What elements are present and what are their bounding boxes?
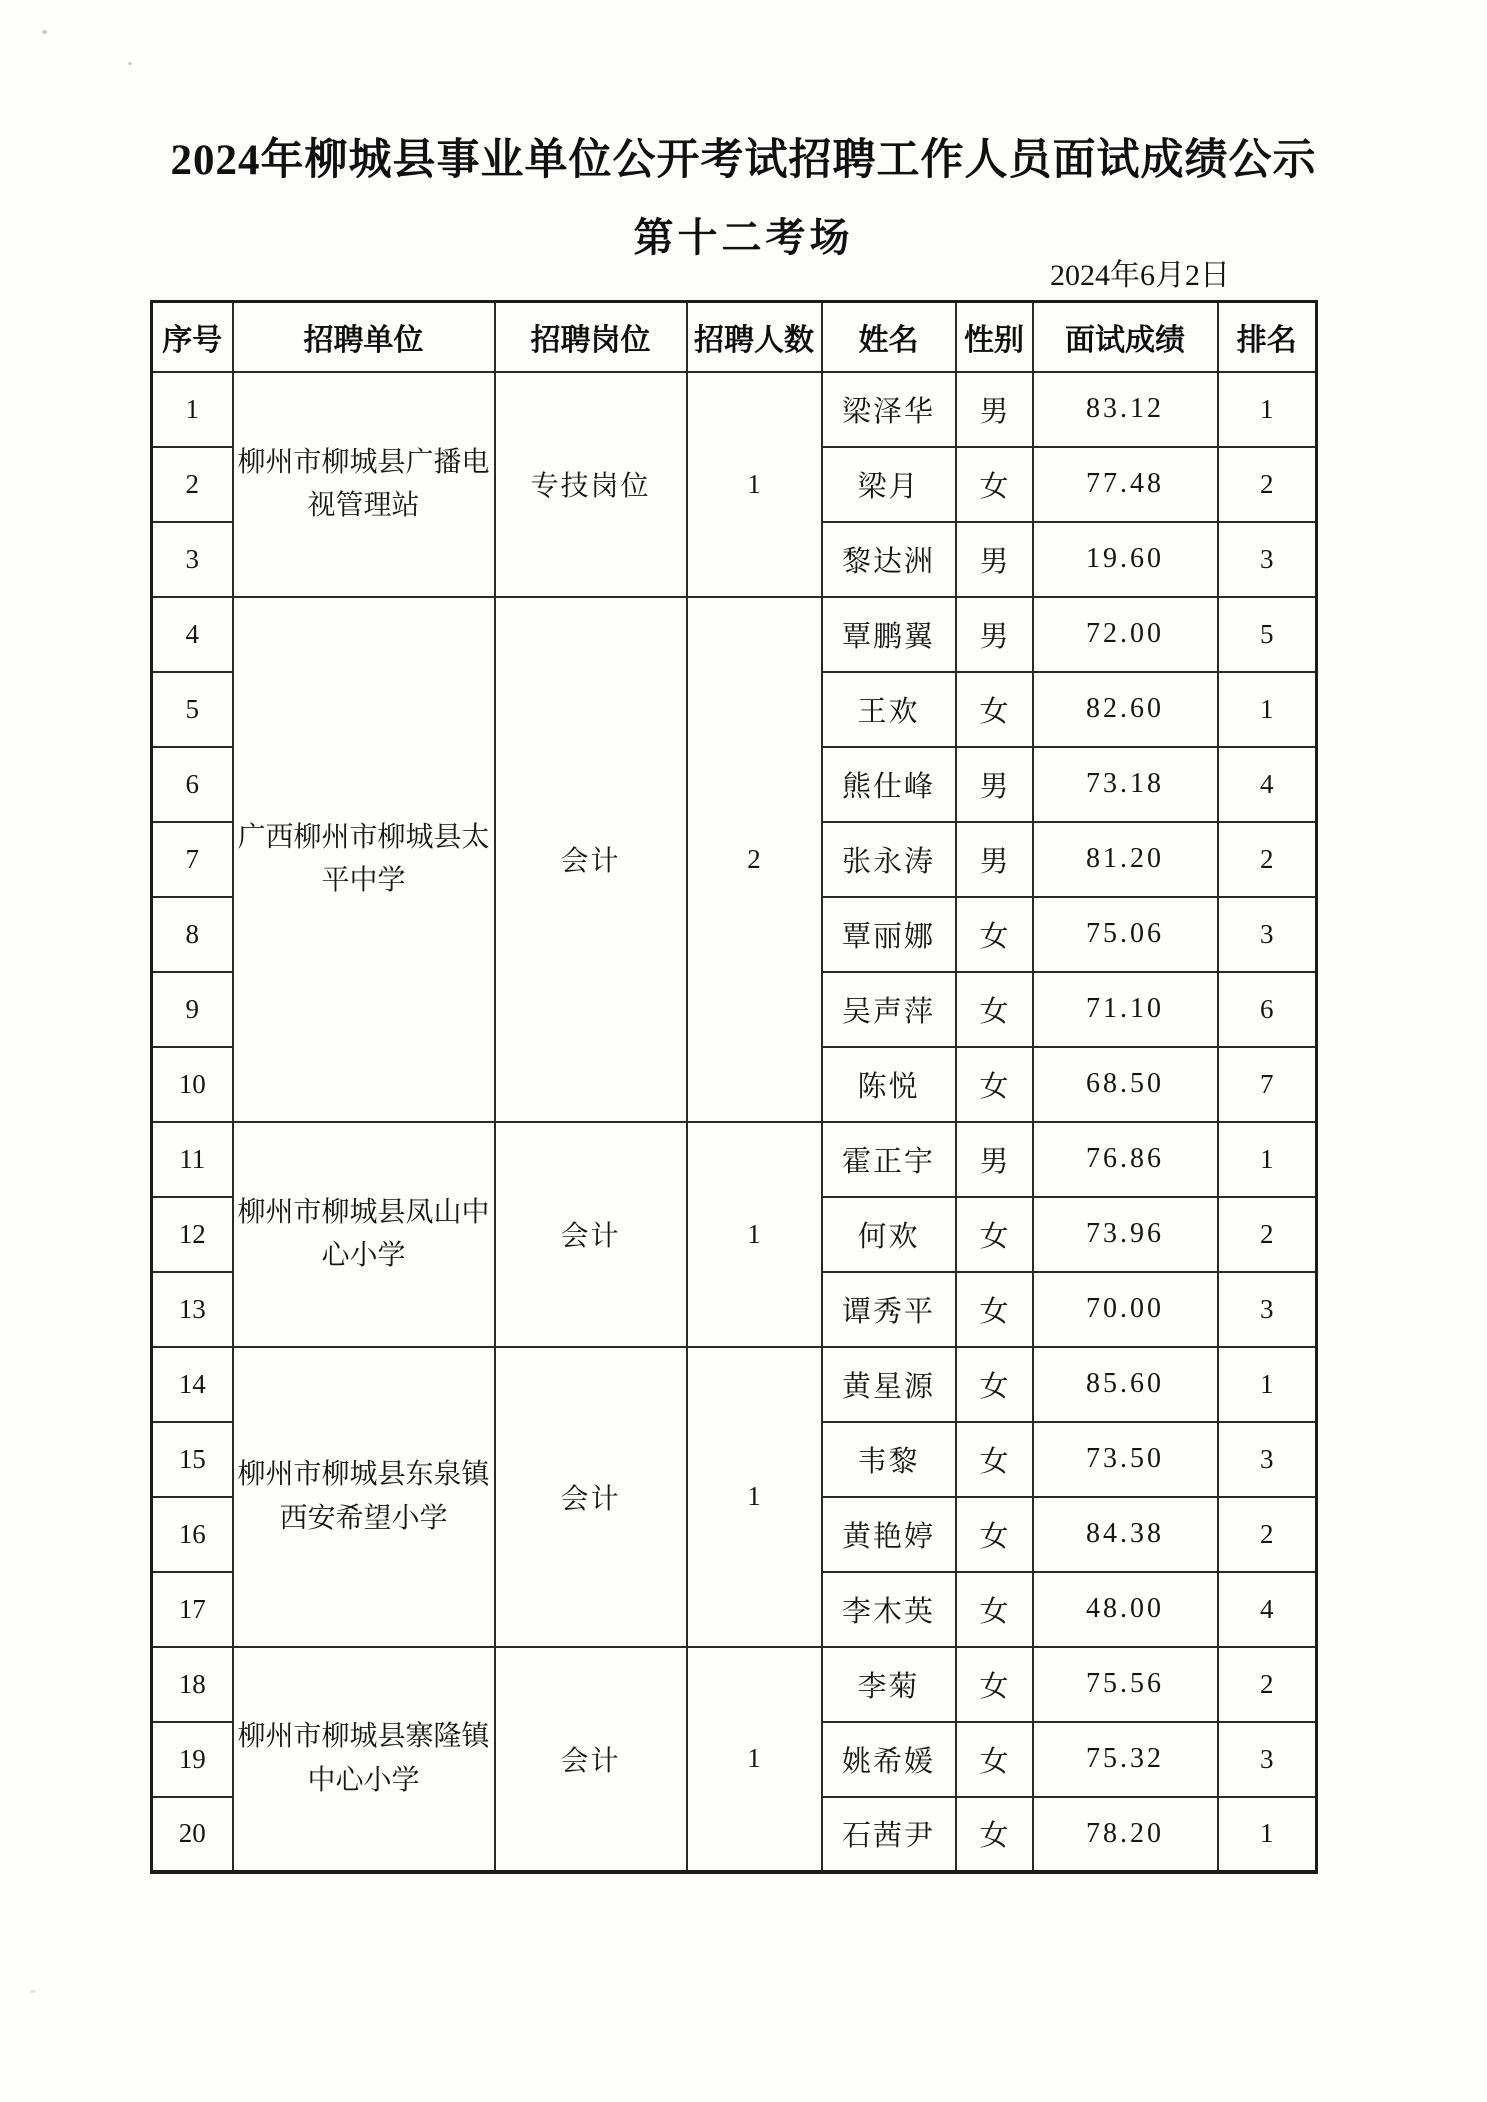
cell-no: 19 [152, 1722, 233, 1797]
cell-no: 16 [152, 1497, 233, 1572]
page-title: 2024年柳城县事业单位公开考试招聘工作人员面试成绩公示 [170, 137, 1317, 184]
cell-score: 75.06 [1033, 897, 1218, 972]
col-header-count: 招聘人数 [687, 302, 822, 372]
cell-no: 20 [152, 1797, 233, 1872]
cell-score: 70.00 [1033, 1272, 1218, 1347]
cell-rank: 3 [1218, 1272, 1317, 1347]
page-subtitle: 第十二考场 [633, 215, 854, 260]
col-header-score: 面试成绩 [1033, 302, 1218, 372]
cell-name: 韦黎 [822, 1422, 956, 1497]
cell-score: 84.38 [1033, 1497, 1218, 1572]
cell-no: 6 [152, 747, 233, 822]
cell-unit: 柳州市柳城县东泉镇西安希望小学 [233, 1347, 495, 1647]
cell-score: 75.56 [1033, 1647, 1218, 1722]
cell-name: 霍正宇 [822, 1122, 956, 1197]
cell-name: 黄星源 [822, 1347, 956, 1422]
cell-no: 9 [152, 972, 233, 1047]
cell-gender: 女 [956, 1497, 1033, 1572]
cell-score: 82.60 [1033, 672, 1218, 747]
cell-rank: 2 [1218, 1647, 1317, 1722]
cell-position: 会计 [495, 597, 687, 1122]
cell-no: 8 [152, 897, 233, 972]
cell-name: 姚希媛 [822, 1722, 956, 1797]
cell-score: 48.00 [1033, 1572, 1218, 1647]
col-header-position: 招聘岗位 [495, 302, 687, 372]
cell-score: 83.12 [1033, 372, 1218, 447]
col-header-rank: 排名 [1218, 302, 1317, 372]
table-header-row [152, 302, 1317, 372]
cell-gender: 男 [956, 372, 1033, 447]
cell-gender: 女 [956, 1722, 1033, 1797]
cell-name: 覃丽娜 [822, 897, 956, 972]
cell-rank: 4 [1218, 1572, 1317, 1647]
cell-score: 71.10 [1033, 972, 1218, 1047]
cell-position: 会计 [495, 1122, 687, 1347]
cell-name: 黎达洲 [822, 522, 956, 597]
cell-gender: 女 [956, 1347, 1033, 1422]
cell-no: 11 [152, 1122, 233, 1197]
cell-rank: 5 [1218, 597, 1317, 672]
cell-name: 李菊 [822, 1647, 956, 1722]
col-header-name: 姓名 [822, 302, 956, 372]
cell-score: 73.96 [1033, 1197, 1218, 1272]
table-row [152, 1347, 1317, 1422]
col-header-no: 序号 [152, 302, 233, 372]
cell-gender: 男 [956, 597, 1033, 672]
cell-unit: 柳州市柳城县寨隆镇中心小学 [233, 1647, 495, 1872]
cell-name: 梁泽华 [822, 372, 956, 447]
cell-position: 专技岗位 [495, 372, 687, 597]
table-row [152, 1647, 1317, 1722]
cell-count: 1 [687, 372, 822, 597]
cell-name: 石茜尹 [822, 1797, 956, 1872]
cell-gender: 女 [956, 1047, 1033, 1122]
cell-score: 68.50 [1033, 1047, 1218, 1122]
cell-gender: 女 [956, 1572, 1033, 1647]
cell-gender: 女 [956, 897, 1033, 972]
cell-rank: 6 [1218, 972, 1317, 1047]
cell-no: 18 [152, 1647, 233, 1722]
table-row [152, 597, 1317, 672]
cell-name: 张永涛 [822, 822, 956, 897]
cell-no: 14 [152, 1347, 233, 1422]
cell-rank: 2 [1218, 822, 1317, 897]
cell-gender: 女 [956, 972, 1033, 1047]
document-date: 2024年6月2日 [1050, 259, 1230, 292]
scan-artifact [30, 1990, 36, 1993]
cell-rank: 1 [1218, 1347, 1317, 1422]
cell-gender: 女 [956, 1797, 1033, 1872]
cell-rank: 2 [1218, 1197, 1317, 1272]
cell-gender: 女 [956, 672, 1033, 747]
table-row [152, 372, 1317, 447]
cell-rank: 1 [1218, 1797, 1317, 1872]
cell-count: 1 [687, 1122, 822, 1347]
col-header-unit: 招聘单位 [233, 302, 495, 372]
cell-count: 1 [687, 1647, 822, 1872]
cell-score: 76.86 [1033, 1122, 1218, 1197]
interview-results-table [150, 300, 1318, 1874]
scan-artifact [42, 30, 47, 34]
cell-count: 1 [687, 1347, 822, 1647]
cell-no: 5 [152, 672, 233, 747]
cell-rank: 3 [1218, 1422, 1317, 1497]
cell-no: 17 [152, 1572, 233, 1647]
cell-no: 15 [152, 1422, 233, 1497]
cell-unit: 柳州市柳城县广播电视管理站 [233, 372, 495, 597]
cell-rank: 1 [1218, 372, 1317, 447]
cell-gender: 女 [956, 447, 1033, 522]
cell-gender: 女 [956, 1647, 1033, 1722]
cell-count: 2 [687, 597, 822, 1122]
cell-rank: 1 [1218, 672, 1317, 747]
cell-name: 黄艳婷 [822, 1497, 956, 1572]
cell-name: 熊仕峰 [822, 747, 956, 822]
cell-unit: 广西柳州市柳城县太平中学 [233, 597, 495, 1122]
cell-score: 73.50 [1033, 1422, 1218, 1497]
cell-score: 72.00 [1033, 597, 1218, 672]
cell-unit: 柳州市柳城县凤山中心小学 [233, 1122, 495, 1347]
col-header-gender: 性别 [956, 302, 1033, 372]
cell-rank: 3 [1218, 1722, 1317, 1797]
cell-score: 77.48 [1033, 447, 1218, 522]
cell-rank: 3 [1218, 897, 1317, 972]
cell-no: 10 [152, 1047, 233, 1122]
cell-no: 2 [152, 447, 233, 522]
cell-rank: 1 [1218, 1122, 1317, 1197]
cell-rank: 2 [1218, 1497, 1317, 1572]
cell-no: 1 [152, 372, 233, 447]
cell-gender: 男 [956, 522, 1033, 597]
cell-rank: 3 [1218, 522, 1317, 597]
cell-gender: 男 [956, 747, 1033, 822]
cell-score: 75.32 [1033, 1722, 1218, 1797]
cell-name: 李木英 [822, 1572, 956, 1647]
cell-name: 陈悦 [822, 1047, 956, 1122]
cell-no: 4 [152, 597, 233, 672]
cell-no: 12 [152, 1197, 233, 1272]
scan-artifact [128, 62, 132, 65]
cell-rank: 7 [1218, 1047, 1317, 1122]
cell-gender: 女 [956, 1197, 1033, 1272]
cell-no: 7 [152, 822, 233, 897]
cell-no: 13 [152, 1272, 233, 1347]
cell-score: 73.18 [1033, 747, 1218, 822]
table-row [152, 1122, 1317, 1197]
cell-no: 3 [152, 522, 233, 597]
cell-position: 会计 [495, 1347, 687, 1647]
cell-name: 王欢 [822, 672, 956, 747]
cell-gender: 男 [956, 1122, 1033, 1197]
cell-score: 81.20 [1033, 822, 1218, 897]
cell-gender: 女 [956, 1422, 1033, 1497]
cell-name: 吴声萍 [822, 972, 956, 1047]
cell-score: 78.20 [1033, 1797, 1218, 1872]
cell-rank: 4 [1218, 747, 1317, 822]
cell-name: 梁月 [822, 447, 956, 522]
cell-rank: 2 [1218, 447, 1317, 522]
cell-gender: 男 [956, 822, 1033, 897]
cell-name: 何欢 [822, 1197, 956, 1272]
cell-name: 覃鹏翼 [822, 597, 956, 672]
cell-score: 85.60 [1033, 1347, 1218, 1422]
cell-gender: 女 [956, 1272, 1033, 1347]
cell-name: 谭秀平 [822, 1272, 956, 1347]
cell-score: 19.60 [1033, 522, 1218, 597]
cell-position: 会计 [495, 1647, 687, 1872]
